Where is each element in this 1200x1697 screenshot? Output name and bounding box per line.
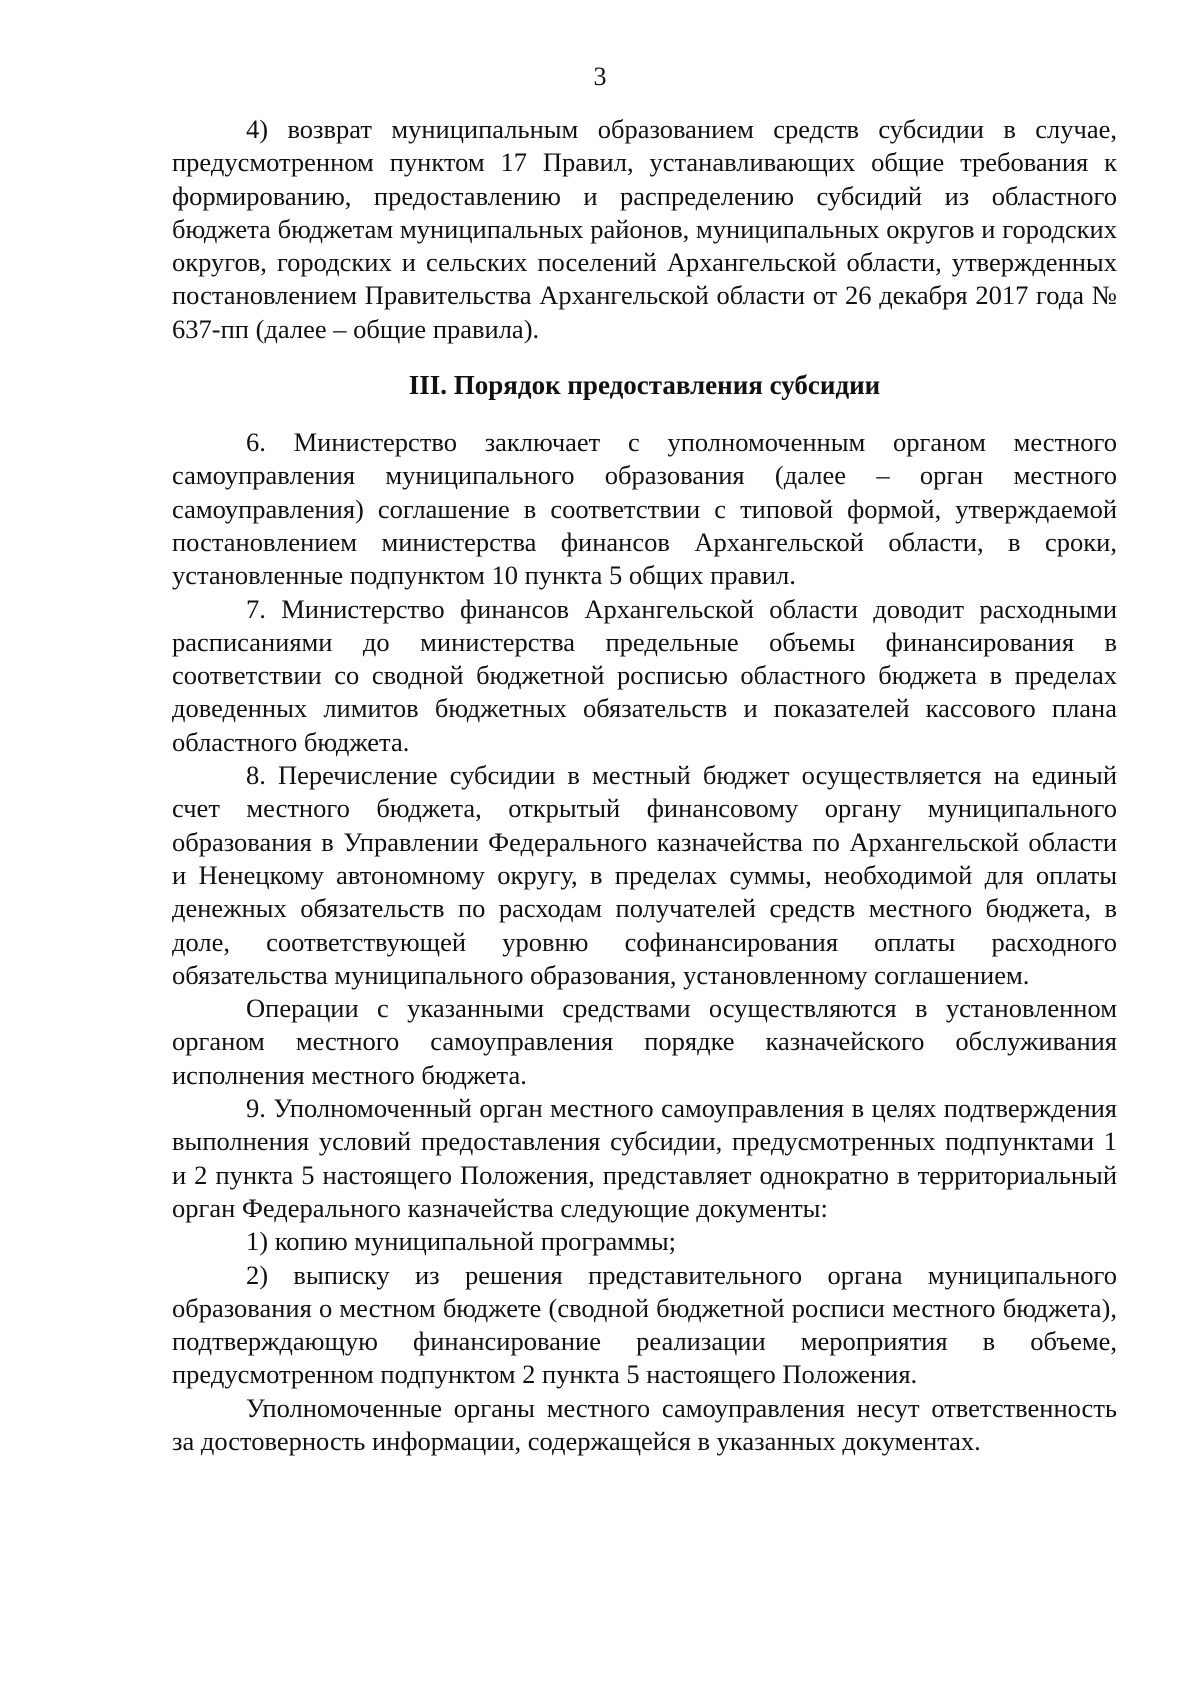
paragraph-item-4: 4) возврат муниципальным образованием средств субсидии в случае, предусмотренном пунктом 17 Правил, устанавливающих общие требования к формированию, предоставлению и распределению субсидий из областного бюджета бюджетам муниципальных районов, муниципальных округов и городских округов, городских и сельских поселений Архангельской области, утвержденных постановлением Правительства Архангельской области от 26 декабря 2017 года № 637-пп (далее – общие правила). (172, 114, 1117, 344)
document-body (172, 113, 1117, 1458)
paragraph-9-item-1: 1) копию муниципальной программы; (246, 1226, 677, 1257)
paragraph-9: 9. Уполномоченный орган местного самоуправления в целях подтверждения выполнения условий предоставления субсидии, предусмотренных подпунктами 1 и 2 пункта 5 настоящего Положения, представляет однократно в территориальный орган Федерального казначейства следующие документы: (172, 1093, 1117, 1223)
paragraph-7: 7. Министерство финансов Архангельской области доводит расходными расписаниями до министерства предельные объемы финансирования в соответствии со сводной бюджетной росписью областного бюджета в пределах доведенных лимитов бюджетных обязательств и показателей кассового плана областного бюджета. (172, 593, 1117, 757)
paragraph-8: 8. Перечисление субсидии в местный бюджет осуществляется на единый счет местного бюджета, открытый финансовому органу муниципального образования в Управлении Федерального казначейства по Архангельской области и Ненецкому автономному округу, в пределах суммы, необходимой для оплаты денежных обязательств по расходам получателей средств местного бюджета, в доле, соответствующей уровню софинансирования оплаты расходного обязательства муниципального образования, установленному соглашением. (172, 760, 1117, 990)
page-number: 3 (593, 62, 607, 91)
paragraph-6: 6. Министерство заключает с уполномоченным органом местного самоуправления муниципального образования (далее – орган местного самоуправления) соглашение в соответствии с типовой формой, утверждаемой постановлением министерства финансов Архангельской области, в сроки, установленные подпунктом 10 пункта 5 общих правил. (172, 427, 1117, 591)
paragraph-responsibility: Уполномоченные органы местного самоуправления несут ответственность за достоверность информации, содержащейся в указанных документах. (172, 1392, 1117, 1456)
paragraph-operations: Операции с указанными средствами осуществляются в установленном органом местного самоуправления порядке казначейского обслуживания исполнения местного бюджета. (172, 993, 1117, 1090)
paragraph-9-item-2: 2) выписку из решения представительного органа муниципального образования о местном бюджете (сводной бюджетной росписи местного бюджета), подтверждающую финансирование реализации мероприятия в объеме, предусмотренном подпунктом 2 пункта 5 настоящего Положения. (172, 1259, 1117, 1390)
section-heading: III. Порядок предоставления субсидии (408, 370, 881, 401)
